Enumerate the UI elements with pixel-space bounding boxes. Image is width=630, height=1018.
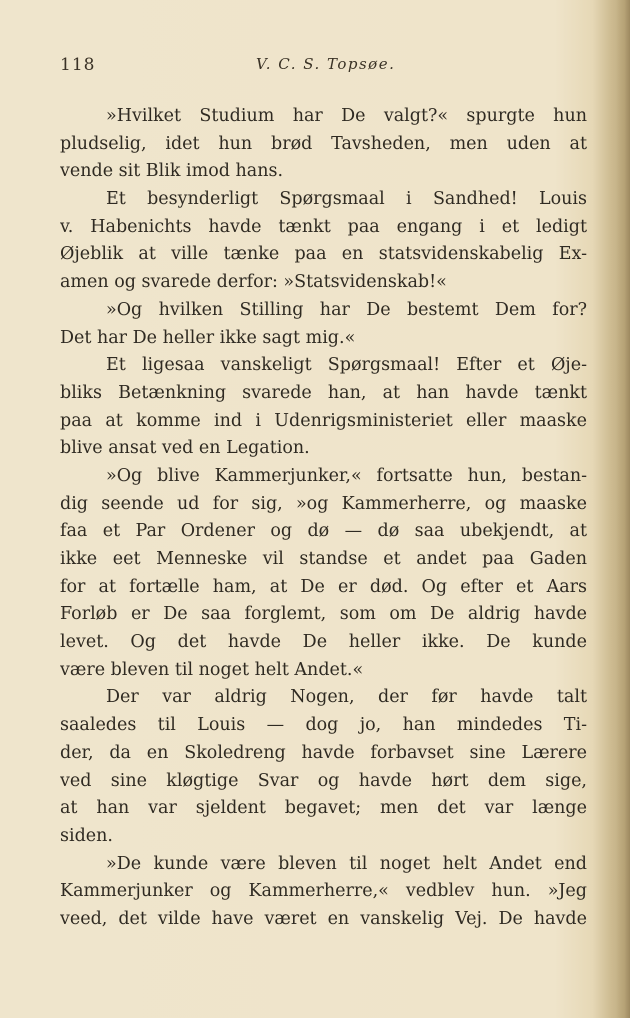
text-line: blive ansat ved en Legation.	[60, 438, 310, 459]
text-line: der, da en Skoledreng havde forbavset sine Lærere	[60, 742, 587, 763]
text-line: Det har De heller ikke sagt mig.«	[60, 327, 356, 348]
text-line: »De kunde være bleven til noget helt Andet end	[106, 853, 587, 874]
text-line: for at fortælle ham, at De er død. Og efter et Aars	[60, 576, 587, 597]
page-number: 118	[60, 55, 96, 75]
text-line: »Og blive Kammerjunker,« fortsatte hun, bestan-	[106, 465, 587, 486]
text-line: »Hvilket Studium har De valgt?« spurgte hun	[106, 106, 587, 126]
text-line: vende sit Blik imod hans.	[60, 161, 284, 182]
text-line: faa et Par Ordener og dø — dø saa ubekjendt, at	[60, 521, 587, 542]
text-line: Der var aldrig Nogen, der før havde talt	[106, 687, 587, 708]
text-line: bliks Betænkning svarede han, at han havde tænkt	[60, 382, 587, 403]
text-line: siden.	[60, 825, 113, 846]
text-line: ved sine kløgtige Svar og havde hørt dem sige,	[60, 770, 587, 791]
text-line: Øjeblik at ville tænke paa en statsvidenskabelig Ex-	[60, 244, 587, 265]
text-line: »Og hvilken Stilling har De bestemt Dem for?	[106, 299, 587, 320]
text-line: Et ligesaa vanskeligt Spørgsmaal! Efter et Øje-	[106, 355, 587, 376]
text-line: v. Habenichts havde tænkt paa engang i et ledigt	[60, 216, 587, 237]
page-edge-shadow	[616, 0, 630, 1018]
text-line: paa at komme ind i Udenrigsministeriet eller maaske	[60, 410, 587, 431]
text-line: Kammerjunker og Kammerherre,« vedblev hun. »Jeg	[60, 881, 587, 902]
text-line: at han var sjeldent begavet; men det var længe	[60, 798, 587, 819]
text-line: pludselig, idet hun brød Tavsheden, men uden at	[60, 133, 587, 154]
text-line: dig seende ud for sig, »og Kammerherre, og maaske	[60, 493, 587, 514]
text-line: amen og svarede derfor: »Statsvidenskab!«	[60, 272, 447, 293]
body-text	[60, 103, 587, 934]
text-line: saaledes til Louis — dog jo, han mindedes Ti-	[60, 715, 587, 736]
text-line: Et besynderligt Spørgsmaal i Sandhed! Louis	[106, 189, 587, 210]
text-line: levet. Og det havde De heller ikke. De kunde	[60, 632, 587, 653]
text-line: ikke eet Menneske vil standse et andet paa Gaden	[60, 549, 587, 569]
running-head: V. C. S. Topsøe.	[256, 55, 396, 73]
text-line: veed, det vilde have været en vanskelig Vej. De havde	[60, 908, 587, 929]
text-line: være bleven til noget helt Andet.«	[60, 659, 364, 680]
page-header	[60, 55, 590, 79]
text-line: Forløb er De saa forglemt, som om De aldrig havde	[60, 604, 587, 625]
